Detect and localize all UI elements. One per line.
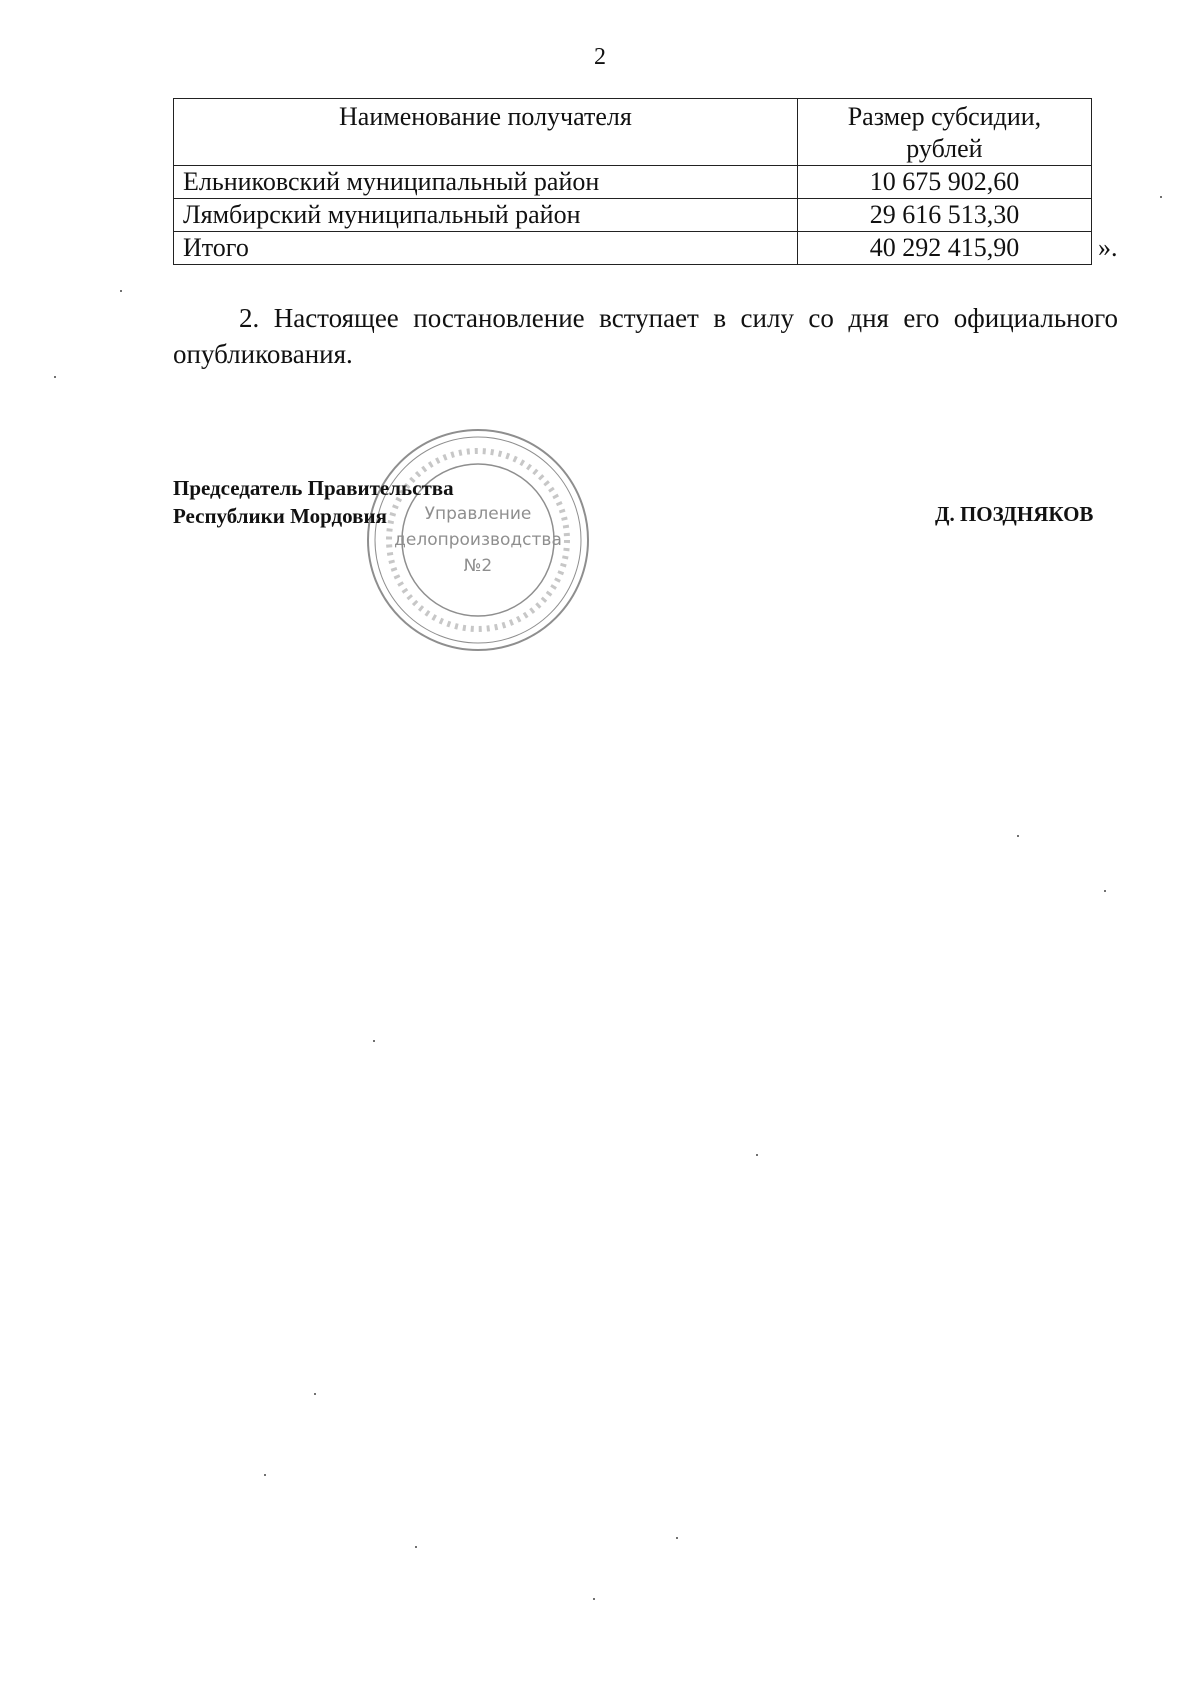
- effective-date-paragraph: 2. Настоящее постановление вступает в силу со дня его официального опубликования.: [173, 303, 1118, 369]
- subsidy-amount-cell: 29 616 513,30: [797, 199, 1091, 232]
- table-header-row: [174, 99, 1092, 166]
- scan-speck: [373, 1040, 375, 1042]
- subsidy-amount-cell: 10 675 902,60: [797, 166, 1091, 199]
- total-label-cell: Итого: [174, 232, 798, 265]
- signer-position-line: Республики Мордовия: [173, 504, 387, 528]
- stamp-text-line: делопроизводства: [394, 530, 562, 550]
- recipient-name-cell: Ельниковский муниципальный район: [174, 166, 798, 199]
- stamp-text-line: №2: [463, 556, 493, 576]
- total-amount-cell: 40 292 415,90: [797, 232, 1091, 265]
- subsidy-table: [173, 98, 1092, 265]
- scan-speck: [1017, 835, 1019, 837]
- scan-speck: [54, 376, 56, 378]
- table-row: [174, 199, 1092, 232]
- scan-speck: [1160, 196, 1162, 198]
- header-recipient-name: Наименование получателя: [174, 99, 798, 166]
- scan-speck: [264, 1474, 266, 1476]
- scan-speck: [120, 290, 122, 292]
- scan-speck: [676, 1537, 678, 1539]
- official-stamp: [362, 424, 594, 656]
- signer-position-line: Председатель Правительства: [173, 476, 454, 500]
- recipient-name-cell: Лямбирский муниципальный район: [174, 199, 798, 232]
- header-subsidy-amount: Размер субсидии, рублей: [797, 99, 1091, 166]
- closing-quote: ».: [1098, 233, 1118, 262]
- scan-speck: [415, 1546, 417, 1548]
- scan-speck: [756, 1154, 758, 1156]
- table-row: [174, 166, 1092, 199]
- stamp-text-line: Управление: [424, 504, 532, 524]
- signer-name: Д. ПОЗДНЯКОВ: [935, 502, 1094, 526]
- scan-speck: [1104, 890, 1106, 892]
- scan-speck: [314, 1393, 316, 1395]
- scan-speck: [593, 1598, 595, 1600]
- page-number: 2: [594, 44, 606, 70]
- table-total-row: [174, 232, 1092, 265]
- signer-position: [173, 474, 454, 530]
